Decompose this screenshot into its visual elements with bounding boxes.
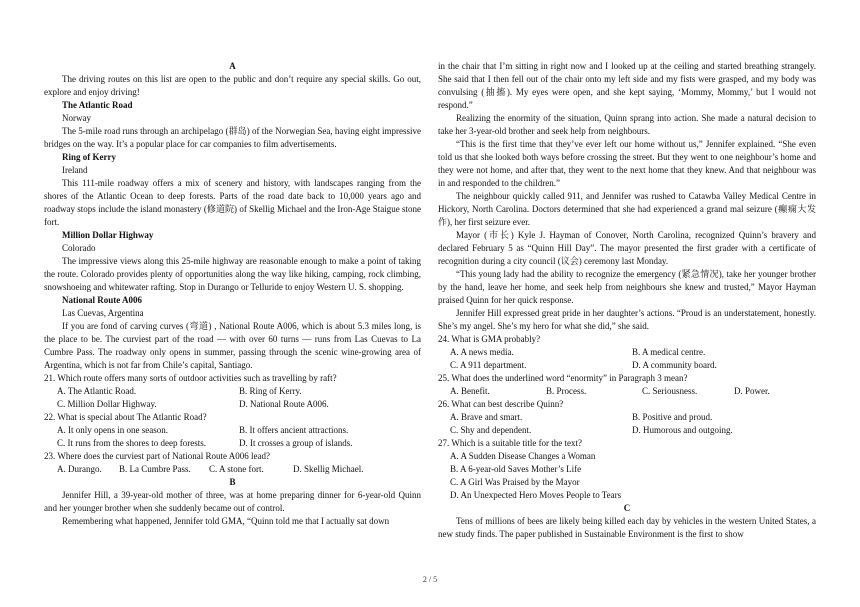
option-d: D. Skellig Michael.	[293, 464, 364, 474]
passage-b-paragraph-continued: in the chair that I’m sitting in right now and I looked up at the ceiling and started breathing strangely. She said that I then fell out of the chair onto my left side and my fists were grasped, and my body was convulsing (抽搐). My eyes were open, and she kept saying, ‘Mommy, Mommy,’ but I would not respond.”	[438, 61, 816, 110]
passage-a-intro: The driving routes on this list are open to the public and don’t require any special skills. Go out, explore and enjoy driving!	[44, 74, 421, 97]
option-b: B. Process.	[546, 386, 587, 396]
option-a: A. A Sudden Disease Changes a Woman	[450, 451, 596, 461]
section-c-heading: C	[623, 503, 631, 513]
option-b: B. It offers ancient attractions.	[239, 425, 349, 435]
section-b-heading: B	[229, 477, 236, 487]
passage-c-paragraph: Tens of millions of bees are likely being killed each day by vehicles in the western United States, a new study finds. The paper published in Sustainable Environment is the first to show	[438, 516, 816, 539]
right-column	[438, 60, 816, 541]
passage-b-paragraph: Mayor (市长) Kyle J. Hayman of Conover, North Carolina, recognized Quinn’s bravery and declared February 5 as “Quinn Hill Day”. The mayor presented the first grader with a certificate of recognition during a city council (议会) ceremony last Monday.	[438, 230, 816, 266]
option-a: A. Brave and smart.	[450, 412, 523, 422]
route-title: Million Dollar Highway	[62, 230, 154, 240]
route-description: This 111-mile roadway offers a mix of scenery and history, with landscapes ranging from the shores of the Atlantic Ocean to deep forests. Parts of the road date back to 10,000 years ago and roadway stops include the island monastery (修道院) of Skellig Michael and the Iron-Age Staigue stone fort.	[44, 178, 421, 227]
route-place: Las Cuevas, Argentina	[62, 308, 144, 318]
question-24-stem: 24. What is GMA probably?	[438, 334, 541, 344]
option-c: C. A Girl Was Praised by the Mayor	[450, 477, 580, 487]
route-description: The 5-mile road runs through an archipelago (群岛) of the Norwegian Sea, having eight impressive bridges on the way. It’s a popular place for car companies to film advertisements.	[44, 126, 421, 149]
section-a-heading: A	[229, 61, 236, 71]
option-c: C. It runs from the shores to deep forests.	[57, 438, 206, 448]
option-d: D. A community board.	[632, 360, 717, 370]
question-22-options	[44, 424, 421, 450]
passage-b-paragraph: “This young lady had the ability to recognize the emergency (紧急情况), take her younger brother by the hand, leave her home, and seek help from neighbours she knew and trusted,” Mayor Hayman praised Quinn for her quick response.	[438, 269, 816, 305]
question-27-options	[438, 450, 816, 502]
option-b: B. A 6-year-old Saves Mother’s Life	[450, 464, 582, 474]
page-number: 2 / 5	[422, 575, 438, 584]
option-c: C. Shy and dependent.	[450, 425, 532, 435]
passage-b-paragraph: The neighbour quickly called 911, and Jennifer was rushed to Catawba Valley Medical Centre in Hickory, North Carolina. Doctors determined that she had experienced a grand mal seizure (癫痫大发作), her first seizure ever.	[438, 191, 816, 227]
option-c: C. A stone fort.	[209, 464, 264, 474]
question-26-options	[438, 411, 816, 437]
question-25-stem: 25. What does the underlined word “enormity” in Paragraph 3 mean?	[438, 373, 688, 383]
route-title: National Route A006	[62, 295, 143, 305]
option-c: C. A 911 department.	[450, 360, 527, 370]
route-title: Ring of Kerry	[62, 152, 116, 162]
passage-b-paragraph: Realizing the enormity of the situation, Quinn sprang into action. She made a natural decision to take her 3-year-old brother and seek help from neighbours.	[438, 113, 816, 136]
option-a: A. A news media.	[450, 347, 514, 357]
option-d: D. An Unexpected Hero Moves People to Tears	[450, 490, 622, 500]
question-25-options	[438, 385, 816, 398]
option-b: B. Ring of Kerry.	[239, 386, 302, 396]
option-a: A. Durango.	[57, 464, 102, 474]
question-26-stem: 26. What can best describe Quinn?	[438, 399, 564, 409]
option-a: A. Benefit.	[450, 386, 490, 396]
route-place: Ireland	[62, 165, 88, 175]
question-24-options	[438, 346, 816, 372]
option-c: C. Million Dollar Highway.	[57, 399, 157, 409]
option-a: A. The Atlantic Road.	[57, 386, 137, 396]
option-b: B. Positive and proud.	[632, 412, 713, 422]
option-d: D. National Route A006.	[239, 399, 329, 409]
passage-b-paragraph: Jennifer Hill expressed great pride in her daughter’s actions. “Proud is an understatement, honestly. She’s my angel. She’s my hero for what she did,” she said.	[438, 308, 816, 331]
route-place: Colorado	[62, 243, 96, 253]
option-d: D. Humorous and outgoing.	[632, 425, 733, 435]
option-c: C. Seriousness.	[642, 386, 698, 396]
question-23-stem: 23. Where does the curviest part of National Route A006 lead?	[44, 451, 271, 461]
route-description: If you are fond of carving curves (弯道) , National Route A006, which is about 5.3 miles long, is the place to be. The curviest part of the road — with over 60 turns — runs from Las Cuevas to La Cumbre Pass. The roadway only opens in summer, passing through the scenic wine-growing area of Argentina, which is not far from Chile’s capital, Santiago.	[44, 321, 421, 370]
passage-b-paragraph: Jennifer Hill, a 39-year-old mother of three, was at home preparing dinner for 6-year-old Quinn and her younger brother when she suddenly became out of control.	[44, 490, 421, 513]
option-b: B. La Cumbre Pass.	[119, 464, 191, 474]
question-21-options	[44, 385, 421, 411]
left-column	[44, 60, 421, 528]
passage-b-paragraph: Remembering what happened, Jennifer told GMA, “Quinn told me that I actually sat down	[62, 516, 390, 526]
option-d: D. Power.	[734, 386, 770, 396]
question-27-stem: 27. Which is a suitable title for the text?	[438, 438, 583, 448]
question-23-options	[44, 463, 421, 476]
question-21-stem: 21. Which route offers many sorts of outdoor activities such as travelling by raft?	[44, 373, 337, 383]
route-place: Norway	[62, 113, 91, 123]
option-a: A. It only opens in one season.	[57, 425, 168, 435]
option-b: B. A medical centre.	[632, 347, 706, 357]
passage-b-paragraph: “This is the first time that they’ve ever left our home without us,” Jennifer explained. “She even told us that she looked both ways before crossing the street. But they went to one neighbour’s home and they were not home, and after that, they went to the next home that they knew. And that neighbour was in and responded to the children.”	[438, 139, 816, 188]
question-22-stem: 22. What is special about The Atlantic Road?	[44, 412, 207, 422]
route-title: The Atlantic Road	[62, 100, 133, 110]
option-d: D. It crosses a group of islands.	[239, 438, 353, 448]
route-description: The impressive views along this 25-mile highway are reasonable enough to make a point of taking the route. Colorado provides plenty of opportunities along the way like hiking, camping, rock climbing, snowshoeing and whitewater rafting. Stop in Durango or Telluride to enjoy Western U. S. shopping.	[44, 256, 421, 292]
